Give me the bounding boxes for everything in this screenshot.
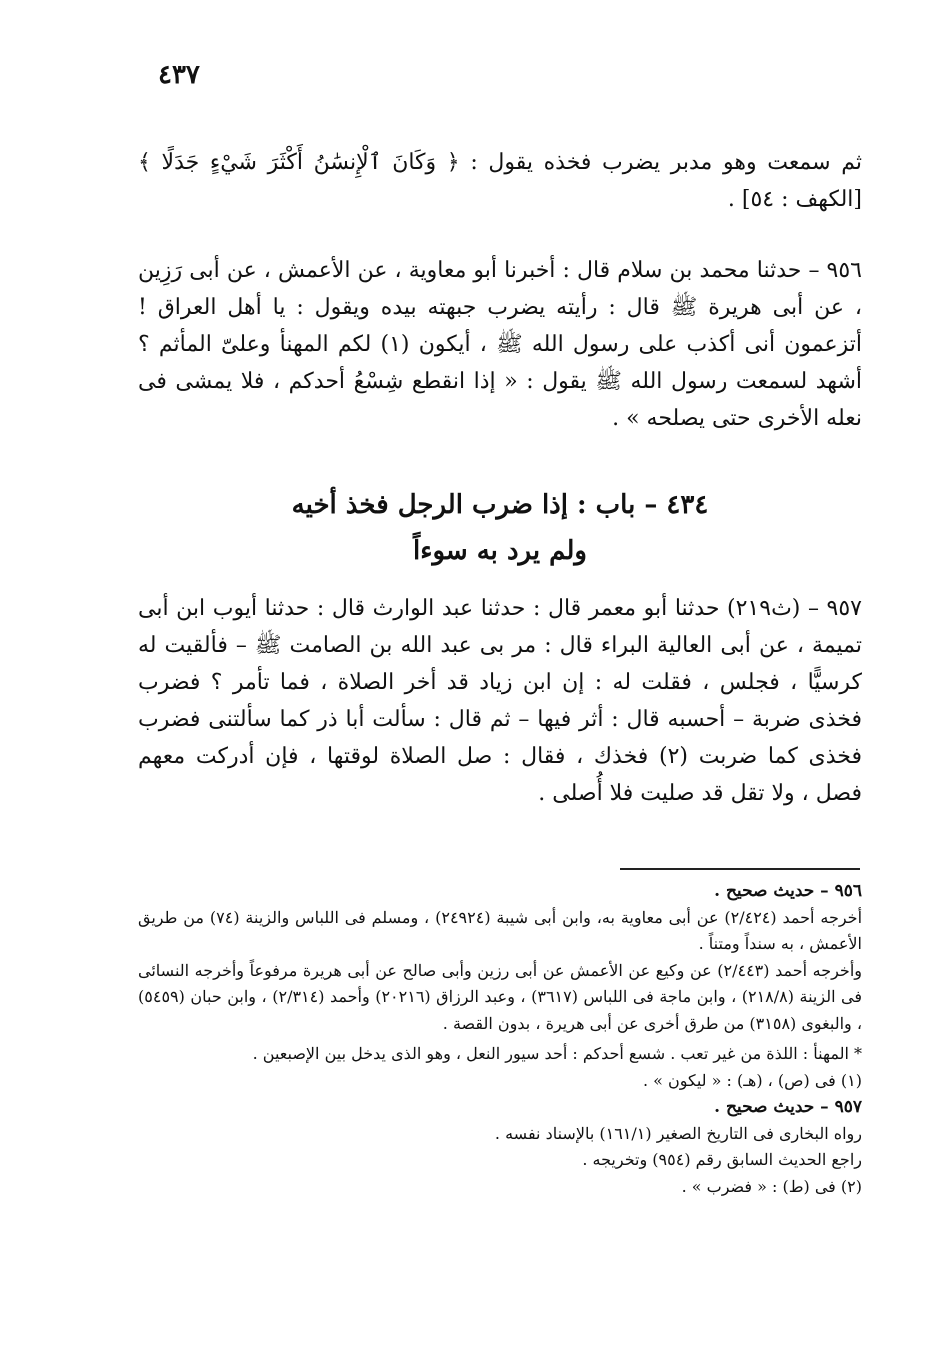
chapter-heading-line-1: ٤٣٤ – باب : إذا ضرب الرجل فخذ أخيه bbox=[291, 490, 709, 520]
chapter-heading bbox=[138, 482, 862, 574]
hadith-957-paragraph: ٩٥٧ – (ث٢١٩) حدثنا أبو معمر قال : حدثنا عبد الوارث قال : حدثنا أيوب ابن أبى تميمة ، عن أبى العالية البراء قال : مر بى عبد الله بن الصامت ﷺ – فألقيت له كرسيًّا ، فجلس ، فقلت له : إن ابن زياد قد أخر الصلاة ، فما تأمر ؟ فضرب فخذى ضربة – أحسبه قال : أثر فيها – ثم قال : سألت أبا ذر كما سألتنى فضرب فخذى كما ضربت (٢) فخذك ، فقال : صل الصلاة لوقتها ، فإن أدركت معهم فصل ، ولا تقل قد صليت فلا أُصلى . bbox=[138, 596, 862, 806]
footnote-takhrij-3: رواه البخارى فى التاريخ الصغير (١٦١/١) بالإسناد نفسه . bbox=[494, 1123, 862, 1143]
footnote-takhrij-4: راجع الحديث السابق رقم (٩٥٤) وتخريجه . bbox=[582, 1150, 862, 1169]
footnote-takhrij-1: أخرجه أحمد (٢/٤٢٤) عن أبى معاوية به، وابن أبى شيبة (٢٤٩٢٤) ، ومسلم فى اللباس والزينة (٧٤) من طريق الأعمش ، به سنداً ومتناً . bbox=[138, 907, 863, 953]
page-number: ٤٣٧ bbox=[158, 60, 200, 90]
footnote-heading-956: ٩٥٦ – حديث صحيح . bbox=[714, 881, 862, 901]
hadith-956-paragraph: ٩٥٦ – حدثنا محمد بن سلام قال : أخبرنا أبو معاوية ، عن الأعمش ، عن أبى رَزِين ، عن أبى هريرة ﷺ قال : رأيته يضرب جبهته بيده ويقول : يا أهل العراق ! أتزعمون أنى أكذب على رسول الله ﷺ ، أيكون (١) لكم المهنأ وعلىّ المأثم ؟ أشهد لسمعت رسول الله ﷺ يقول : « إذا انقطع شِسْعُ أحدكم ، فلا يمشى فى نعله الأخرى حتى يصلحه » . bbox=[138, 258, 863, 431]
footnote-takhrij-2: وأخرجه أحمد (٢/٤٤٣) عن وكيع عن الأعمش عن أبى رزين وأبى صالح عن أبى هريرة مرفوعاً وأخرجه النسائى فى الزينة (٢١٨/٨) ، وابن ماجة فى اللباس (٣٦١٧) ، وعبد الرزاق (٢٠٢١٦) وأحمد (٢/٣١٤) ، وابن حبان (٥٤٥٩) ، والبغوى (٣١٥٨) من طرق أخرى عن أبى هريرة ، بدون القصة . bbox=[138, 960, 863, 1033]
footnote-variant-2: (٢) فى (ط) : « فضرب » . bbox=[681, 1176, 862, 1196]
verse-paragraph: ثم سمعت وهو مدبر يضرب فخذه يقول : ﴿ وَكَانَ ٱلْإِنسَٰنُ أَكْثَرَ شَيْءٍ جَدَلًا ﴾ [الكهف : ٥٤] . bbox=[138, 150, 862, 212]
footnote-variant-1: (١) فى (ص) ، (هـ) : « ليكون » . bbox=[642, 1070, 862, 1090]
chapter-heading-line-2: ولم يرد به سوءاً bbox=[413, 536, 587, 566]
footnote-divider bbox=[620, 868, 860, 870]
footnote-glossary: * المهنأ : اللذة من غير تعب . شسع أحدكم : أحد سيور النعل ، وهو الذى يدخل بين الإصبعين . bbox=[252, 1044, 862, 1063]
footnotes bbox=[138, 878, 862, 1200]
footnote-heading-957: ٩٥٧ – حديث صحيح . bbox=[714, 1097, 862, 1117]
